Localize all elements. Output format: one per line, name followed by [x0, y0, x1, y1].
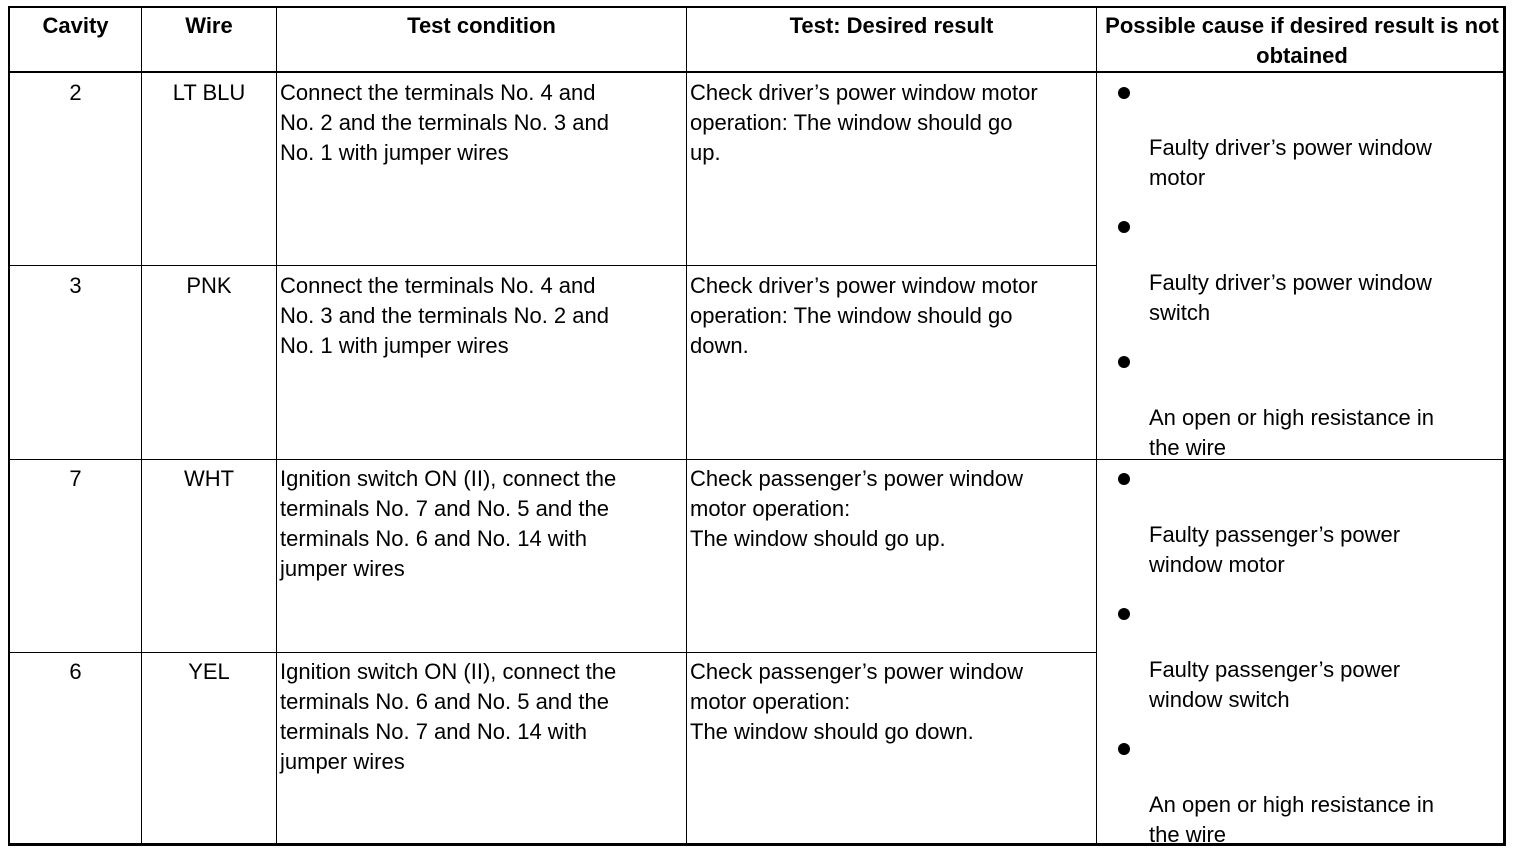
bullet-icon	[1118, 87, 1130, 99]
col-divider-1	[141, 8, 142, 846]
row-1-result: Check driver’s power window motor operation: The window should go up.	[690, 80, 1038, 165]
row-3-cavity: 7	[69, 466, 82, 491]
row-1-condition: Connect the terminals No. 4 and No. 2 and the terminals No. 3 and No. 1 with jumper wires	[280, 80, 609, 165]
cause-driver-switch: Faulty driver’s power window switch	[1149, 270, 1432, 325]
cause-driver-motor: Faulty driver’s power window motor	[1149, 135, 1432, 190]
bullet-icon	[1118, 356, 1130, 368]
header-divider	[10, 71, 1505, 73]
row-3-wire: WHT	[183, 466, 235, 491]
row-2-result: Check driver’s power window motor operation: The window should go down.	[690, 273, 1038, 358]
cause-passenger-switch: Faulty passenger’s power window switch	[1149, 657, 1401, 712]
col-divider-4	[1096, 8, 1097, 846]
bullet-icon	[1118, 221, 1130, 233]
row-1-wire: LT BLU	[172, 80, 246, 105]
row-4-condition: Ignition switch ON (II), connect the terminals No. 6 and No. 5 and the terminals No. 7 and No. 14 with jumper wires	[280, 659, 617, 774]
row-2-wire: PNK	[186, 273, 232, 298]
header-desired-result: Test: Desired result	[789, 13, 994, 38]
bullet-icon	[1118, 473, 1130, 485]
cause-passenger-wire: An open or high resistance in the wire	[1149, 792, 1434, 847]
row-4-wire: YEL	[188, 659, 230, 684]
row-4-cavity: 6	[69, 659, 82, 684]
bullet-icon	[1118, 743, 1130, 755]
row-2-cavity: 3	[69, 273, 82, 298]
header-cavity: Cavity	[42, 13, 109, 38]
col-divider-2	[276, 8, 277, 846]
row-4-result: Check passenger’s power window motor operation: The window should go down.	[690, 659, 1024, 744]
row-divider-3	[10, 652, 1096, 653]
row-3-condition: Ignition switch ON (II), connect the terminals No. 7 and No. 5 and the terminals No. 6 and No. 14 with jumper wires	[280, 466, 617, 581]
cause-passenger-motor: Faulty passenger’s power window motor	[1149, 522, 1401, 577]
header-test-condition: Test condition	[407, 13, 556, 38]
row-3-result: Check passenger’s power window motor operation: The window should go up.	[690, 466, 1024, 551]
cause-driver-wire: An open or high resistance in the wire	[1149, 405, 1434, 460]
row-2-condition: Connect the terminals No. 4 and No. 3 and the terminals No. 2 and No. 1 with jumper wires	[280, 273, 609, 358]
row-1-cavity: 2	[69, 80, 82, 105]
col-divider-3	[686, 8, 687, 846]
row-divider-1	[10, 265, 1096, 266]
header-possible-cause: Possible cause if desired result is not obtained	[1105, 13, 1499, 68]
bullet-icon	[1118, 608, 1130, 620]
header-wire: Wire	[185, 13, 233, 38]
